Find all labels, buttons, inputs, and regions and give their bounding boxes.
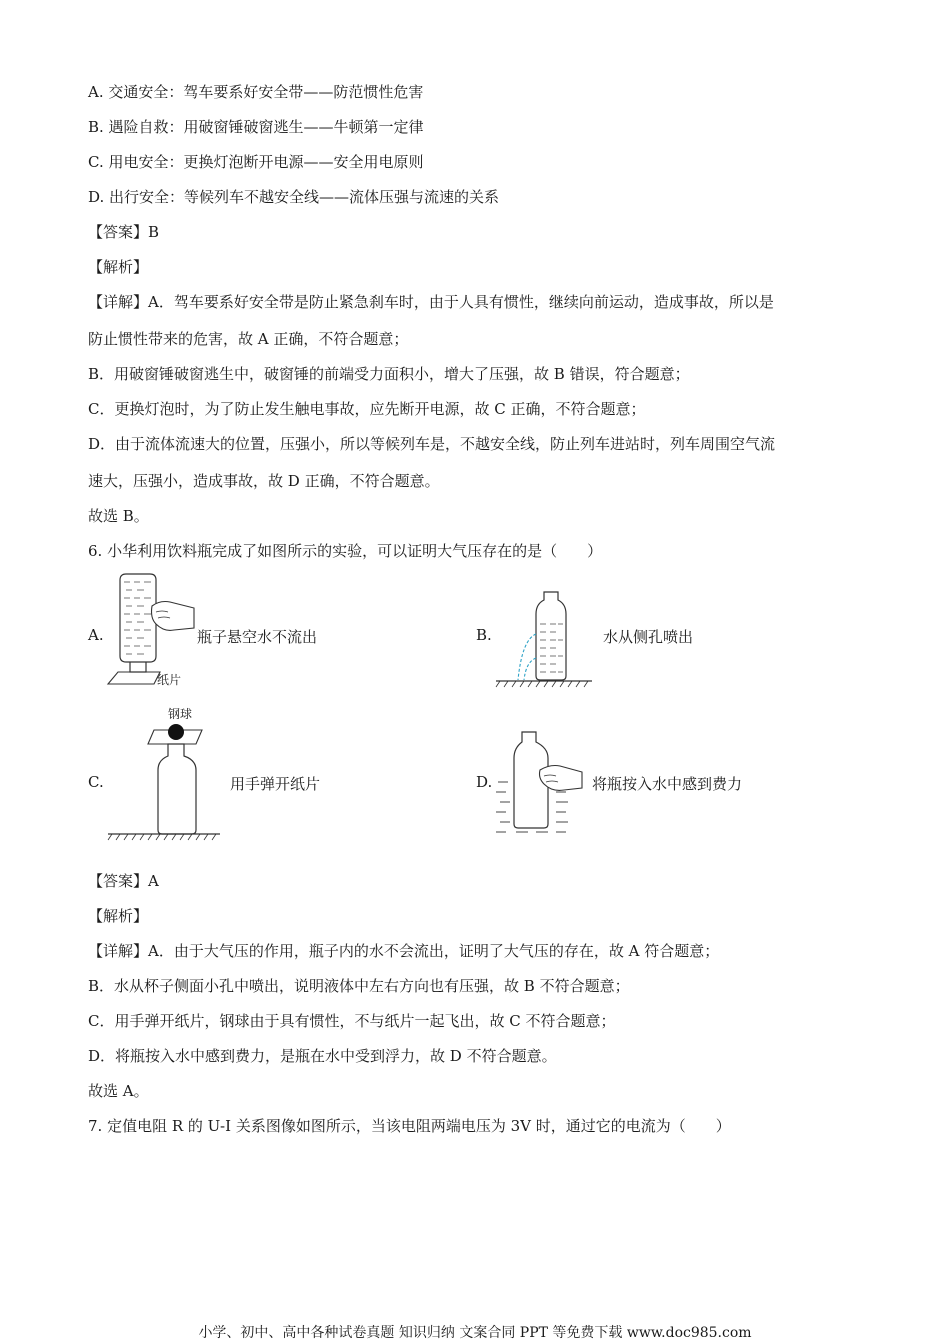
- q5-option-d: D. 出行安全：等候列车不越安全线——流体压强与流速的关系: [88, 188, 500, 206]
- steel-ball-label: 钢球: [168, 707, 193, 721]
- q5-detail-line-2: 防止惯性带来的危害，故 A 正确，不符合题意；: [88, 330, 409, 348]
- q5-answer: 【答案】B: [88, 223, 160, 241]
- q5-conclusion: 故选 B。: [88, 507, 149, 525]
- q6-option-b-letter: B.: [476, 626, 492, 644]
- q5-detail-line-1: 【详解】A．驾车要系好安全带是防止紧急刹车时，由于人具有惯性，继续向前运动，造成事故，所以是: [88, 293, 774, 311]
- q6-detail-line-1: 【详解】A．由于大气压的作用，瓶子内的水不会流出，证明了大气压的存在，故 A 符合题意；: [88, 942, 720, 960]
- page-footer: 小学、初中、高中各种试卷真题 知识归纳 文案合同 PPT 等免费下载 www.doc985.com: [198, 1325, 752, 1341]
- q6-option-a-letter: A.: [88, 626, 104, 644]
- q6-option-c-caption: 用手弹开纸片: [230, 775, 321, 793]
- q6-option-d-letter: D.: [476, 773, 493, 791]
- steel-ball-bottle-figure: [104, 720, 224, 844]
- q5-option-b: B. 遇险自救：用破窗锤破窗逃生——牛顿第一定律: [88, 118, 424, 136]
- q6-conclusion: 故选 A。: [88, 1082, 149, 1100]
- paper-label: 纸片: [157, 673, 182, 687]
- bottle-in-water-figure: [494, 728, 594, 842]
- q6-analysis-title: 【解析】: [88, 907, 149, 925]
- q6-option-d-caption: 将瓶按入水中感到费力: [592, 775, 743, 793]
- q6-detail-line-4: D．将瓶按入水中感到费力，是瓶在水中受到浮力，故 D 不符合题意。: [88, 1047, 557, 1065]
- q5-option-c: C. 用电安全：更换灯泡断开电源——安全用电原则: [88, 153, 424, 171]
- q5-option-a: A. 交通安全：驾车要系好安全带——防范惯性危害: [88, 83, 424, 101]
- q6-option-c-letter: C.: [88, 773, 104, 791]
- q6-question: 6. 小华利用饮料瓶完成了如图所示的实验，可以证明大气压存在的是（ ）: [88, 542, 603, 560]
- q6-detail-line-3: C．用手弹开纸片，钢球由于具有惯性，不与纸片一起飞出，故 C 不符合题意；: [88, 1012, 616, 1030]
- q6-detail-line-2: B．水从杯子侧面小孔中喷出，说明液体中左右方向也有压强，故 B 不符合题意；: [88, 977, 630, 995]
- q5-analysis-title: 【解析】: [88, 258, 149, 276]
- q5-detail-line-3: B．用破窗锤破窗逃生中，破窗锤的前端受力面积小，增大了压强，故 B 错误，符合题意；: [88, 365, 690, 383]
- q5-detail-line-5: D．由于流体流速大的位置，压强小，所以等候列车是，不越安全线，防止列车进站时，列车周围空气流: [88, 435, 776, 453]
- q5-detail-line-4: C．更换灯泡时，为了防止发生触电事故，应先断开电源，故 C 正确，不符合题意；: [88, 400, 646, 418]
- q7-question: 7. 定值电阻 R 的 U-I 关系图像如图所示，当该电阻两端电压为 3V 时，通过它的电流为（ ）: [88, 1117, 731, 1135]
- q6-answer: 【答案】A: [88, 872, 159, 890]
- q6-option-a-caption: 瓶子悬空水不流出: [197, 628, 318, 646]
- q6-option-b-caption: 水从侧孔喷出: [603, 628, 694, 646]
- side-hole-bottle-figure: [492, 588, 602, 688]
- q5-detail-line-6: 速大，压强小，造成事故，故 D 正确，不符合题意。: [88, 472, 440, 490]
